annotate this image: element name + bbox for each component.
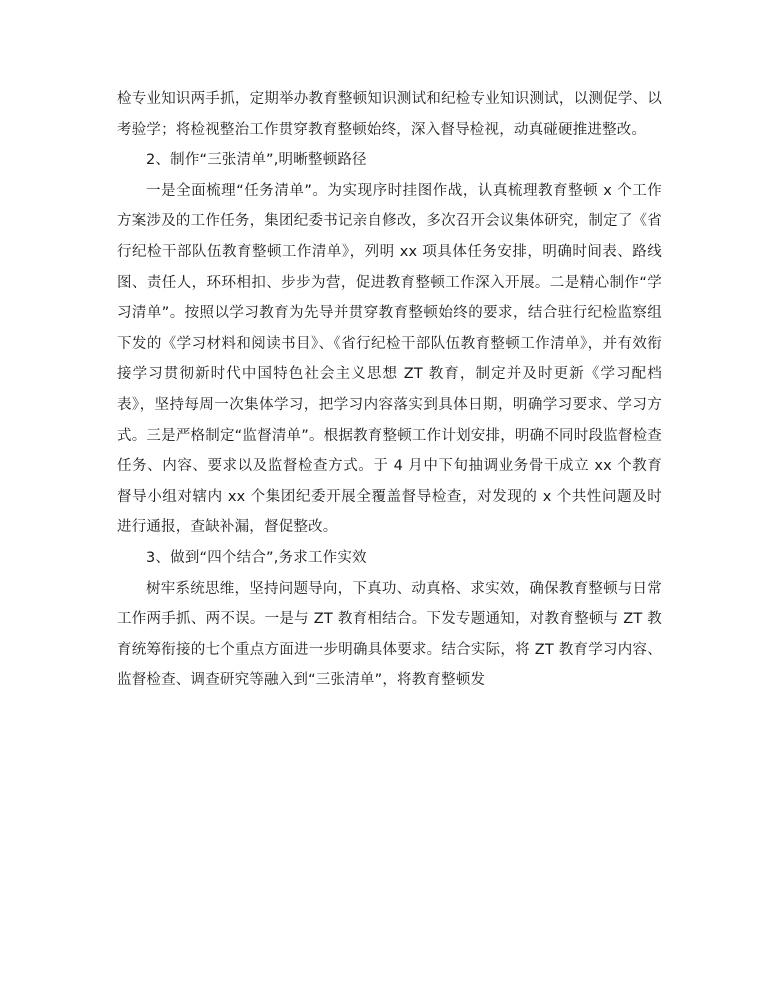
document-body [117,84,662,696]
paragraph-three-lists: 一是全面梳理“任务清单”。为实现序时挂图作战，认真梳理教育整顿 x 个工作方案涉及的工作任务，集团纪委书记亲自修改，多次召开会议集体研究，制定了《省行纪检干部队伍教育整顿工作清单》，列明 xx 项具体任务安排，明确时间表、路线图、责任人，环环相扣、步步为营，促进教育整顿工作深入开展。二是精心制作“学习清单”。按照以学习教育为先导并贯穿教育整顿始终的要求，结合驻行纪检监察组下发的《学习材料和阅读书目》、《省行纪检干部队伍教育整顿工作清单》，并有效衔接学习贯彻新时代中国特色社会主义思想 ZT 教育，制定并及时更新《学习配档表》，坚持每周一次集体学习，把学习内容落实到具体日期，明确学习要求、学习方式。三是严格制定“监督清单”。根据教育整顿工作计划安排，明确不同时段监督检查任务、内容、要求以及监督检查方式。于 4 月中下旬抽调业务骨干成立 xx 个教育督导小组对辖内 xx 个集团纪委开展全覆盖督导检查，对发现的 x 个共性问题及时进行通报，查缺补漏，督促整改。 [117,182,662,536]
section-heading-four-combinations: 3、做到“四个结合”,务求工作实效 [146,549,367,566]
section-heading-three-lists: 2、制作“三张清单”,明晰整顿路径 [146,152,367,169]
paragraph-four-combinations: 树牢系统思维，坚持问题导向，下真功、动真格、求实效，确保教育整顿与日常工作两手抓、两不误。一是与 ZT 教育相结合。下发专题通知，对教育整顿与 ZT 教育统筹衔接的七个重点方面进一步明确具体要求。结合实际，将 ZT 教育学习内容、监督检查、调查研究等融入到“三张清单”，将教育整顿发 [117,580,662,689]
paragraph-continuation: 检专业知识两手抓，定期举办教育整顿知识测试和纪检专业知识测试，以测促学、以考验学；将检视整治工作贯穿教育整顿始终，深入督导检视，动真碰硬推进整改。 [117,91,662,138]
